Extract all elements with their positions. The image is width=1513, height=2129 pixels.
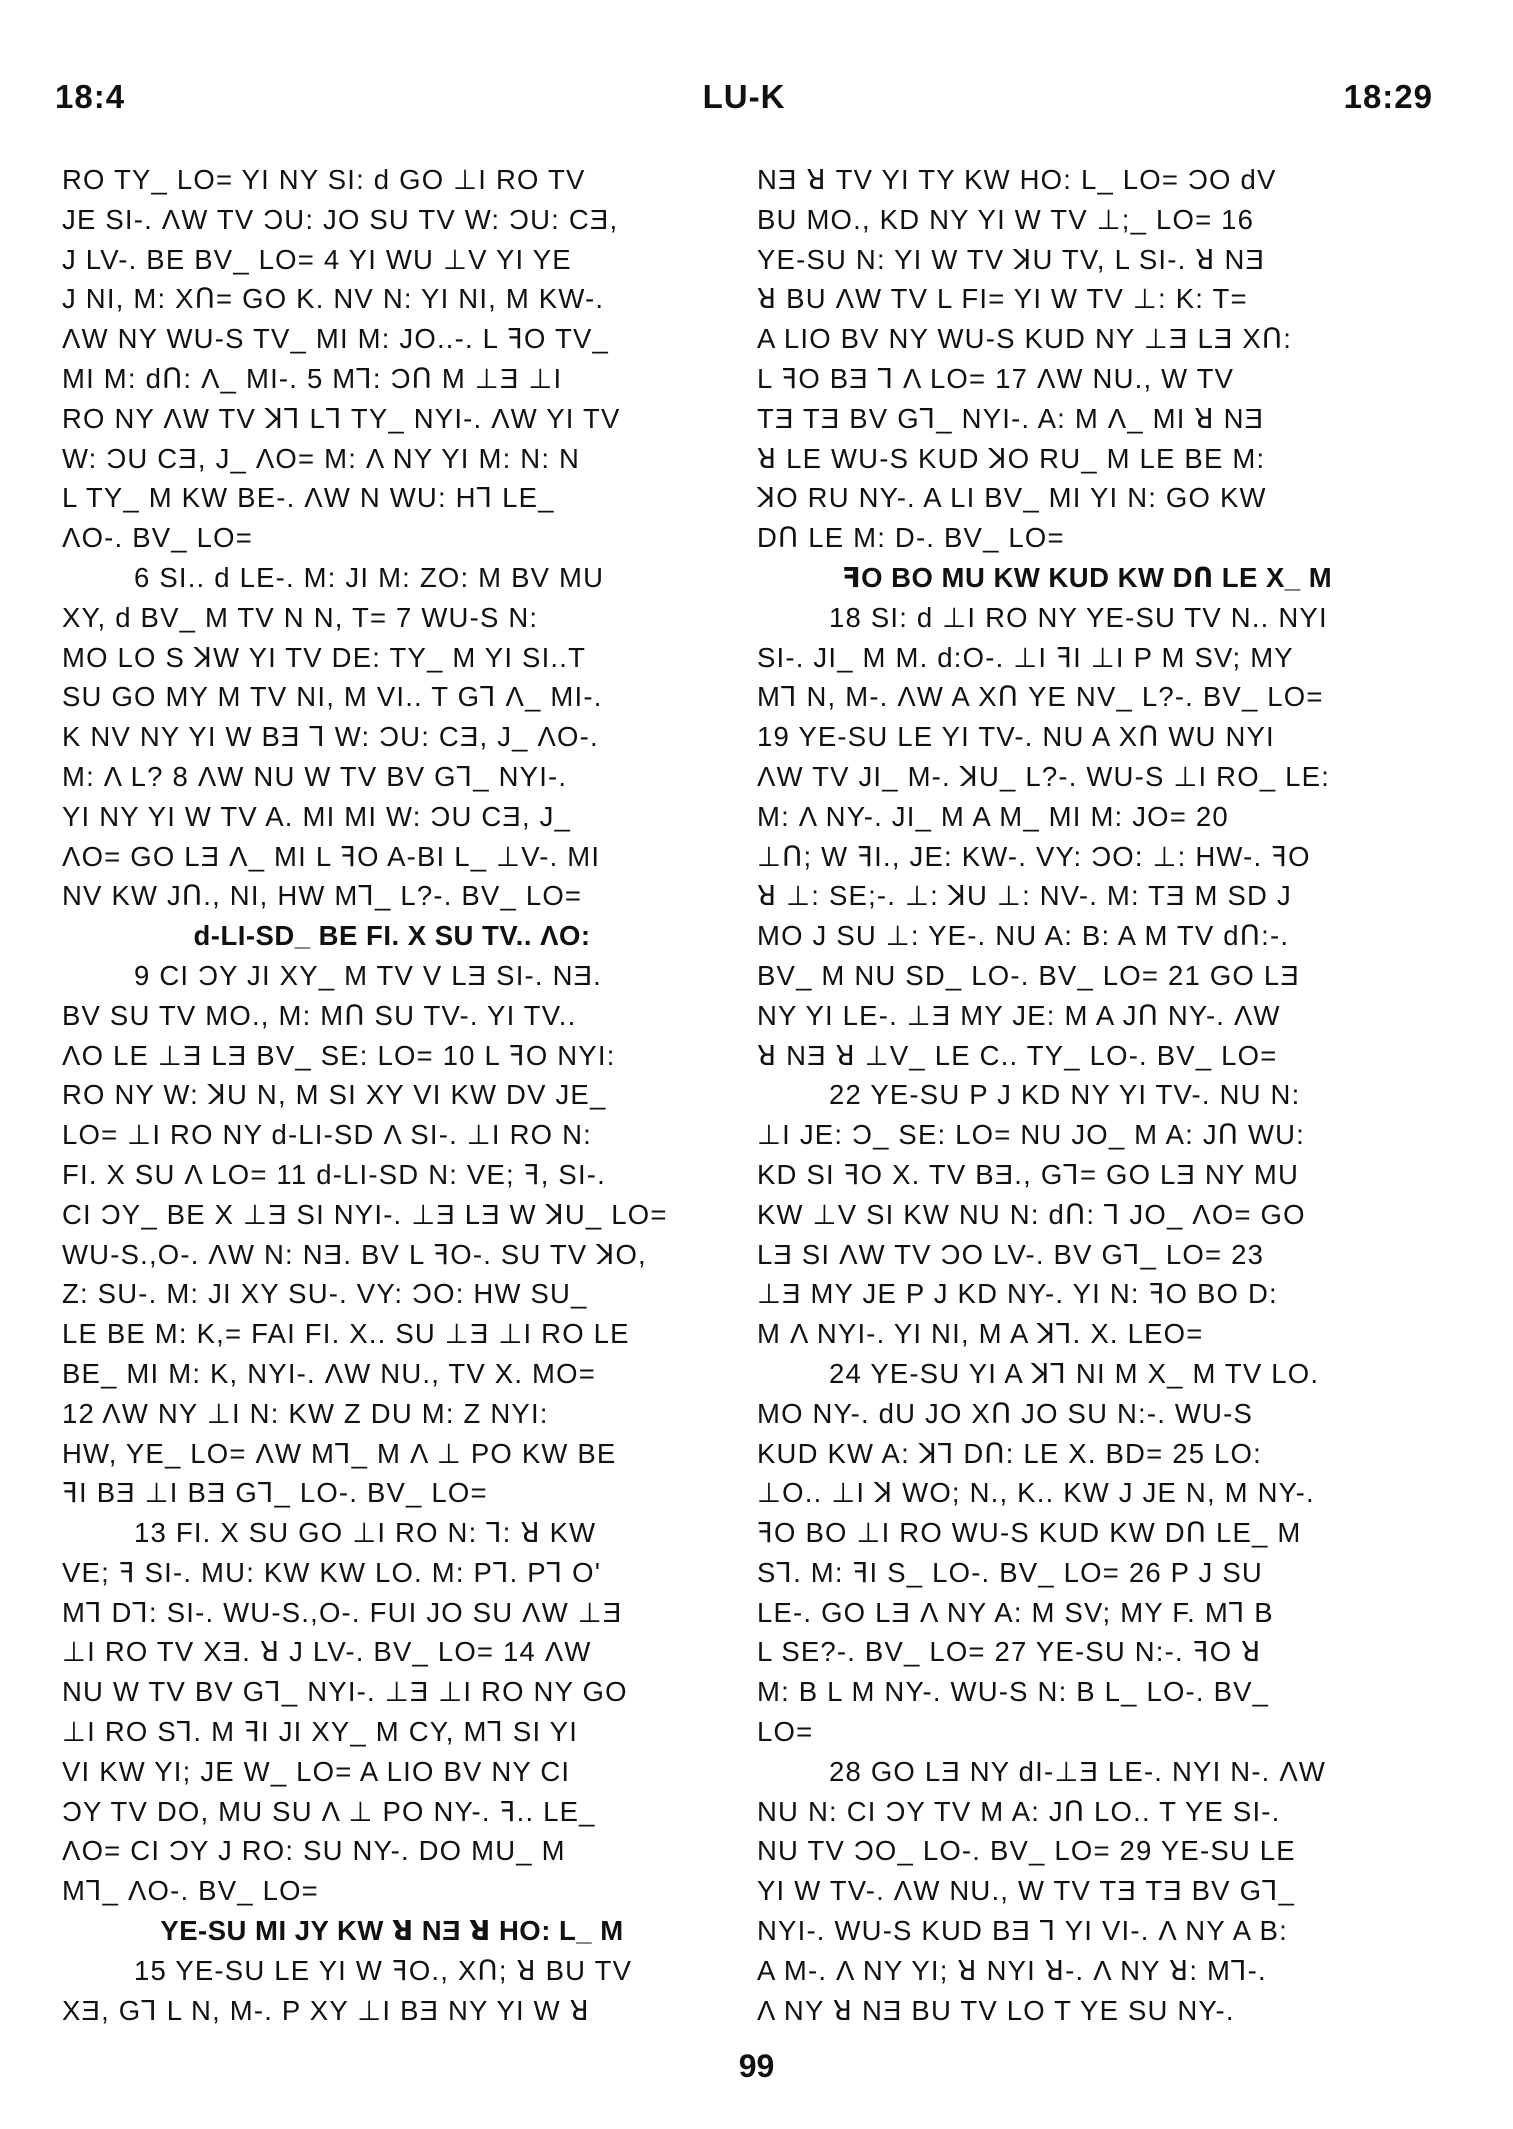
text-line: BV_ M NU SD_ LO-. BV_ LO= 21 GO LƎ <box>757 959 1300 991</box>
text-line: NU W TV BV G⅂_ NYI-. ⊥Ǝ ⊥I RO NY GO <box>62 1676 628 1708</box>
text-line: BE_ MI M: K, NYI-. ΛW NU., TV X. MO= <box>62 1357 596 1389</box>
text-line: ⊥I RO TV XƎ. ꓤ J LV-. BV_ LO= 14 ΛW <box>62 1636 592 1668</box>
text-line: ΛO-. BV_ LO= <box>62 522 253 554</box>
text-line: M: Λ L? 8 ΛW NU W TV BV G⅂_ NYI-. <box>62 760 568 792</box>
text-line: SI-. JI_ M M. d:O-. ⊥I ꟻI ⊥I P M SV; MY <box>757 641 1294 673</box>
text-line: MO J SU ⊥: YE-. NU A: B: A M TV dՈ:-. <box>757 920 1290 952</box>
right-text-column <box>757 160 1417 2030</box>
text-line: 12 ΛW NY ⊥I N: KW Z DU M: Z NYI: <box>62 1397 549 1429</box>
text-line: RO TY_ LO= YI NY SI: d GO ⊥I RO TV <box>62 164 586 195</box>
text-line: ƆY TV DO, MU SU Λ ⊥ PO NY-. ꟻ.. LE_ <box>62 1795 596 1827</box>
header-chapter-verse-start: 18:4 <box>55 78 126 115</box>
text-line: M: B L M NY-. WU-S N: B L_ LO-. BV_ <box>757 1676 1270 1708</box>
text-line: ΛW TV JI_ M-. ꓘU_ L?-. WU-S ⊥I RO_ LE: <box>757 760 1331 792</box>
text-line: ꓤ ⊥: SE;-. ⊥: ꓘU ⊥: NV-. M: TƎ M SD J <box>757 880 1292 912</box>
text-line: ⊥I JE: Ɔ_ SE: LO= NU JO_ M A: JՈ WU: <box>757 1119 1306 1151</box>
text-line: M⅂ D⅂: SI-. WU-S.,O-. FUI JO SU ΛW ⊥Ǝ <box>62 1596 623 1628</box>
text-line: ⊥Ǝ MY JE P J KD NY-. YI N: ꟻO BO D: <box>757 1278 1278 1310</box>
text-line: 13 FI. X SU GO ⊥I RO N: ⅂: ꓤ KW <box>134 1517 597 1549</box>
text-line: BU MO., KD NY YI W TV ⊥;_ LO= 16 <box>757 203 1255 235</box>
text-line: S⅂. M: ꟻI S_ LO-. BV_ LO= 26 P J SU <box>757 1556 1263 1588</box>
text-line: K NV NY YI W BƎ ⅂ W: ƆU: CƎ, J_ ΛO-. <box>62 721 599 753</box>
text-line: XƎ, G⅂ L N, M-. P XY ⊥I BƎ NY YI W ꓤ <box>62 1994 590 2026</box>
text-line: RO NY W: ꓘU N, M SI XY VI KW DV JE_ <box>62 1079 607 1111</box>
text-line: ΛO LE ⊥Ǝ LƎ BV_ SE: LO= 10 L ꟻO NYI: <box>62 1039 616 1071</box>
text-line: BV SU TV MO., M: MՈ SU TV-. YI TV.. <box>62 999 577 1031</box>
text-line: 22 YE-SU P J KD NY YI TV-. NU N: <box>829 1079 1301 1111</box>
text-line: CI ƆY_ BE X ⊥Ǝ SI NYI-. ⊥Ǝ LƎ W ꓘU_ LO= <box>62 1198 668 1230</box>
text-line: DՈ LE M: D-. BV_ LO= <box>757 522 1065 554</box>
text-line: ꓘO RU NY-. A LI BV_ MI YI N: GO KW <box>757 482 1267 514</box>
text-line: ꓤ NƎ ꓤ ⊥V_ LE C.. TY_ LO-. BV_ LO= <box>757 1039 1278 1071</box>
text-line: YE-SU N: YI W TV ꓘU TV, L SI-. ꓤ NƎ <box>757 243 1266 275</box>
text-line: HW, YE_ LO= ΛW M⅂_ M Λ ⊥ PO KW BE <box>62 1437 617 1469</box>
text-line: LO= ⊥I RO NY d-LI-SD Λ SI-. ⊥I RO N: <box>62 1119 592 1151</box>
text-line: ΛW NY WU-S TV_ MI M: JO..-. L ꟻO TV_ <box>62 323 609 355</box>
text-line: J NI, M: XՈ= GO K. NV N: YI NI, M KW-. <box>62 283 605 315</box>
text-line: L SE?-. BV_ LO= 27 YE-SU N:-. ꟻO ꓤ <box>757 1636 1262 1668</box>
text-line: ꟻI BƎ ⊥I BƎ G⅂_ LO-. BV_ LO= <box>62 1477 488 1509</box>
text-line: RO NY ΛW TV ꓘ⅂ L⅂ TY_ NYI-. ΛW YI TV <box>62 402 621 434</box>
text-line: NV KW JՈ., NI, HW M⅂_ L?-. BV_ LO= <box>62 880 583 912</box>
text-line: MO LO S ꓘW YI TV DE: TY_ M YI SI..T <box>62 641 587 673</box>
text-line: LE-. GO LƎ Λ NY A: M SV; MY F. M⅂ B <box>757 1596 1274 1628</box>
text-line: NY YI LE-. ⊥Ǝ MY JE: M A JՈ NY-. ΛW <box>757 999 1281 1031</box>
text-line: ⊥O.. ⊥I ꓘ WO; N., K.. KW J JE N, M NY-. <box>757 1477 1315 1509</box>
text-line: M⅂ N, M-. ΛW A XՈ YE NV_ L?-. BV_ LO= <box>757 681 1324 713</box>
text-line: NU N: CI ƆY TV M A: JՈ LO.. T YE SI-. <box>757 1795 1281 1827</box>
text-line: M: Λ NY-. JI_ M A M_ MI M: JO= 20 <box>757 800 1229 832</box>
text-line: NƎ ꓤ TV YI TY KW HO: L_ LO= ƆO dV <box>757 164 1277 195</box>
running-header <box>55 78 1433 128</box>
text-line: M⅂_ ΛO-. BV_ LO= <box>62 1875 319 1907</box>
text-line: LO= <box>757 1716 814 1748</box>
section-heading: d-LI-SD_ BE FI. X SU TV.. ΛO: <box>193 920 591 952</box>
text-line: KUD KW A: ꓘ⅂ DՈ: LE X. BD= 25 LO: <box>757 1437 1262 1469</box>
text-line: YI NY YI W TV A. MI MI W: ƆU CƎ, J_ <box>62 800 572 832</box>
text-line: ΛO= GO LƎ Λ_ MI L ꟻO A-BI L_ ⊥V-. MI <box>62 840 601 872</box>
text-line: Z: SU-. M: JI XY SU-. VY: ƆO: HW SU_ <box>62 1278 588 1310</box>
text-line: TƎ TƎ BV G⅂_ NYI-. A: M Λ_ MI ꓤ NƎ <box>757 402 1265 434</box>
left-text-column <box>62 160 722 2030</box>
text-line: 24 YE-SU YI A ꓘ⅂ NI M X_ M TV LO. <box>829 1357 1320 1389</box>
text-line: VI KW YI; JE W_ LO= A LIO BV NY CI <box>62 1755 571 1787</box>
text-line: XY, d BV_ M TV N N, T= 7 WU-S N: <box>62 601 539 633</box>
text-line: Λ NY ꓤ NƎ BU TV LO T YE SU NY-. <box>757 1994 1235 2026</box>
text-line: JE SI-. ΛW TV ƆU: JO SU TV W: ƆU: CƎ, <box>62 203 619 235</box>
text-line: L ꟻO BƎ ⅂ Λ LO= 17 ΛW NU., W TV <box>757 362 1235 394</box>
text-line: ꓤ LE WU-S KUD ꓘO RU_ M LE BE M: <box>757 442 1266 474</box>
text-line: NYI-. WU-S KUD BƎ ⅂ YI VI-. Λ NY A B: <box>757 1915 1288 1947</box>
text-line: KW ⊥V SI KW NU N: dՈ: ⅂ JO_ ΛO= GO <box>757 1198 1306 1230</box>
text-line: ꟻO BO ⊥I RO WU-S KUD KW DՈ LE_ M <box>757 1517 1302 1549</box>
text-line: MO NY-. dU JO XՈ JO SU N:-. WU-S <box>757 1397 1254 1429</box>
text-line: W: ƆU CƎ, J_ ΛO= M: Λ NY YI M: N: N <box>62 442 581 474</box>
text-line: 19 YE-SU LE YI TV-. NU A XՈ WU NYI <box>757 721 1275 753</box>
text-line: LE BE M: K,= FAI FI. X.. SU ⊥Ǝ ⊥I RO LE <box>62 1318 630 1350</box>
text-line: SU GO MY M TV NI, M VI.. T G⅂ Λ_ MI-. <box>62 681 603 713</box>
text-line: ⊥I RO S⅂. M ꟻI JI XY_ M CY, M⅂ SI YI <box>62 1716 579 1748</box>
text-line: ΛO= CI ƆY J RO: SU NY-. DO MU_ M <box>62 1835 566 1867</box>
text-line: VE; ꟻ SI-. MU: KW KW LO. M: P⅂. P⅂ O' <box>62 1556 602 1588</box>
text-line: FI. X SU Λ LO= 11 d-LI-SD N: VE; ꟻ, SI-. <box>62 1158 606 1190</box>
text-line: ⊥Ո; W ꟻI., JE: KW-. VY: ƆO: ⊥: HW-. ꟻO <box>757 840 1311 872</box>
text-line: 15 YE-SU LE YI W ꟻO., XՈ; ꓤ BU TV <box>134 1954 633 1986</box>
text-line: LƎ SI ΛW TV ƆO LV-. BV G⅂_ LO= 23 <box>757 1238 1265 1270</box>
section-heading: YE-SU MI JY KW ꓤ NƎ ꓤ HO: L_ M <box>160 1915 624 1947</box>
text-line: 28 GO LƎ NY dI-⊥Ǝ LE-. NYI N-. ΛW <box>829 1755 1327 1787</box>
text-line: MI M: dՈ: Λ_ MI-. 5 M⅂: ƆՈ M ⊥Ǝ ⊥I <box>62 362 563 394</box>
text-line: L TY_ M KW BE-. ΛW N WU: H⅂ LE_ <box>62 482 555 514</box>
text-line: YI W TV-. ΛW NU., W TV TƎ TƎ BV G⅂_ <box>757 1875 1296 1907</box>
text-line: NU TV ƆO_ LO-. BV_ LO= 29 YE-SU LE <box>757 1835 1296 1867</box>
text-line: J LV-. BE BV_ LO= 4 YI WU ⊥V YI YE <box>62 243 572 275</box>
section-heading: ꟻO BO MU KW KUD KW DՈ LE X_ M <box>841 561 1333 593</box>
text-line: 6 SI.. d LE-. M: JI M: ZO: M BV MU <box>134 561 605 593</box>
text-line: 9 CI ƆY JI XY_ M TV V LƎ SI-. NƎ. <box>134 959 603 991</box>
header-book-title: LU-K <box>702 78 786 115</box>
text-line: ꓤ BU ΛW TV L FI= YI W TV ⊥: K: T= <box>757 283 1248 315</box>
text-line: A LIO BV NY WU-S KUD NY ⊥Ǝ LƎ XՈ: <box>757 323 1293 355</box>
text-line: M Λ NYI-. YI NI, M A ꓘ⅂. X. LEO= <box>757 1318 1204 1350</box>
text-line: A M-. Λ NY YI; ꓤ NYI ꓤ-. Λ NY ꓤ: M⅂-. <box>757 1954 1267 1986</box>
page-number: 99 <box>738 2048 775 2084</box>
text-line: 18 SI: d ⊥I RO NY YE-SU TV N.. NYI <box>829 601 1328 633</box>
text-line: WU-S.,O-. ΛW N: NƎ. BV L ꟻO-. SU TV ꓘO, <box>62 1238 647 1270</box>
header-chapter-verse-end: 18:29 <box>1343 78 1433 115</box>
text-line: KD SI ꟻO X. TV BƎ., G⅂= GO LƎ NY MU <box>757 1158 1300 1190</box>
